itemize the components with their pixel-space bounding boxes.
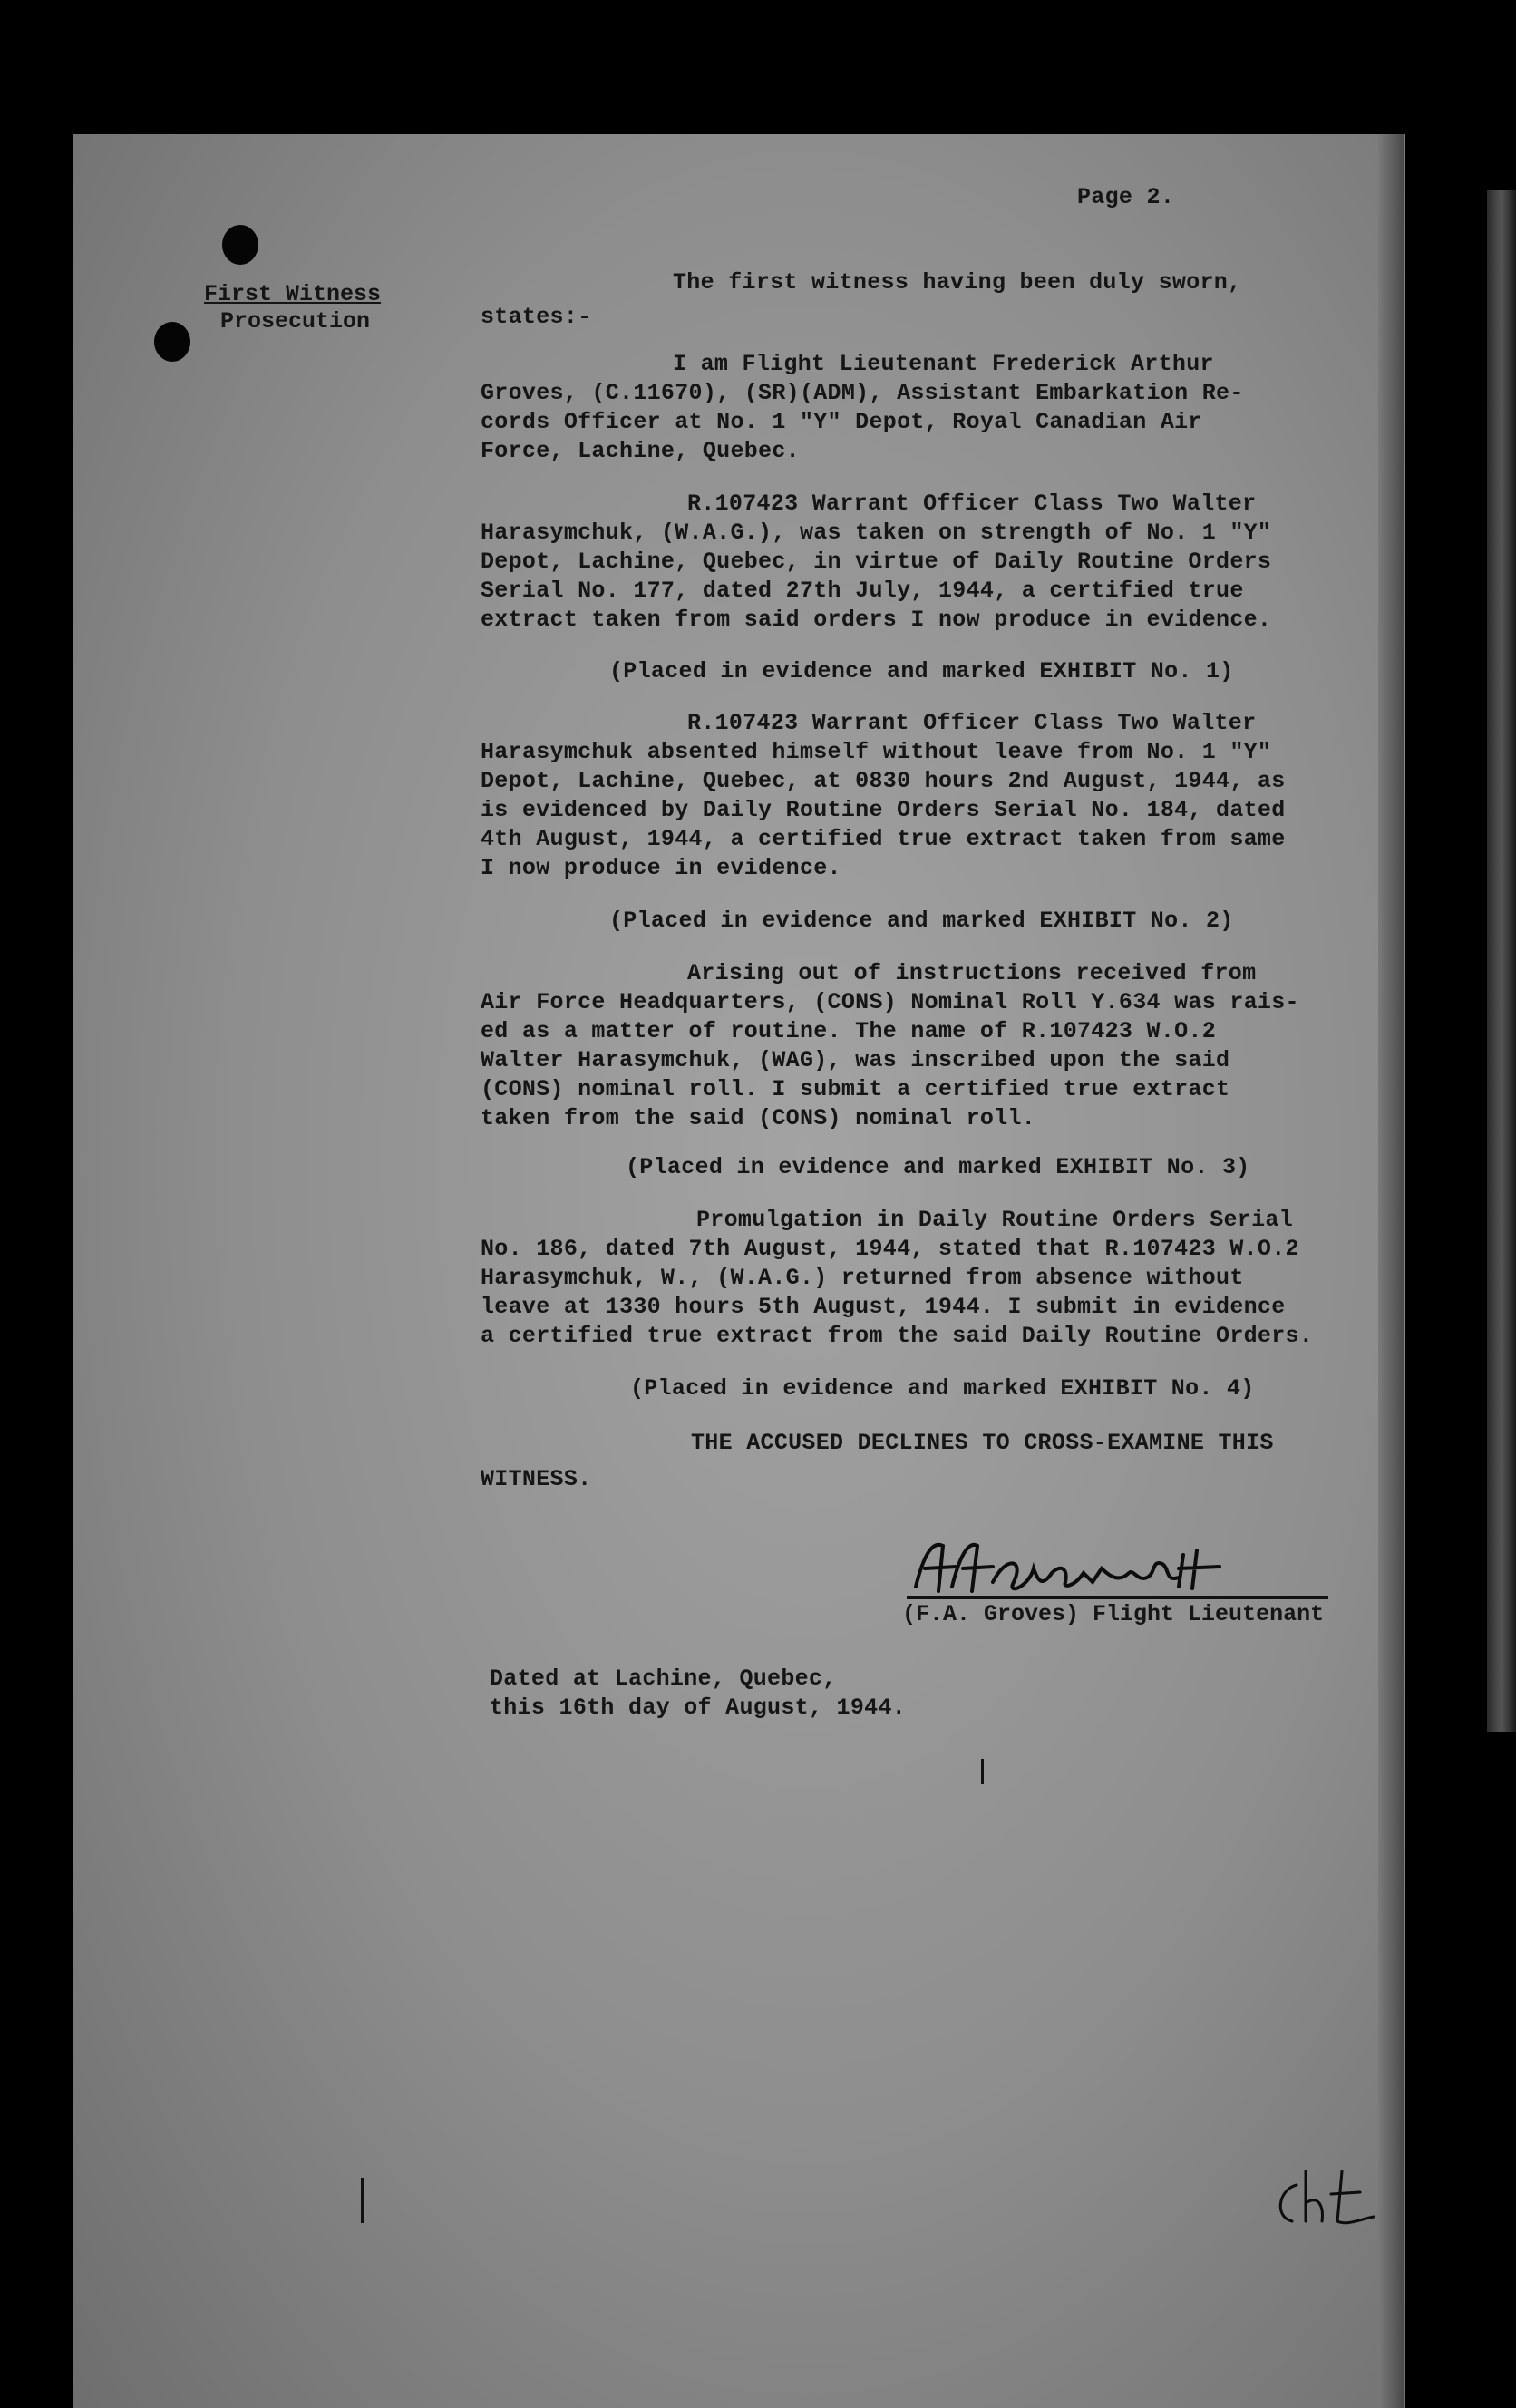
signature-line — [907, 1596, 1328, 1599]
para3-line: is evidenced by Daily Routine Orders Serial No. 184, dated — [481, 797, 1286, 823]
dated-line: this 16th day of August, 1944. — [490, 1694, 907, 1721]
para5-line: leave at 1330 hours 5th August, 1944. I submit in evidence — [481, 1294, 1286, 1320]
declines-line: THE ACCUSED DECLINES TO CROSS-EXAMINE THIS — [691, 1430, 1274, 1456]
declines-line-cont: WITNESS. — [481, 1466, 592, 1492]
witness-title: First Witness — [204, 281, 382, 307]
handwritten-signature — [907, 1532, 1288, 1605]
stray-mark — [361, 2178, 364, 2223]
para1-line: Groves, (C.11670), (SR)(ADM), Assistant Embarkation Re- — [481, 380, 1244, 406]
para4-line: taken from the said (CONS) nominal roll. — [481, 1105, 1036, 1131]
witness-subtitle: Prosecution — [220, 308, 371, 335]
para3-line: R.107423 Warrant Officer Class Two Walter — [687, 710, 1257, 736]
exhibit-3-note: (Placed in evidence and marked EXHIBIT No. 3) — [626, 1154, 1250, 1180]
adjacent-page-strip — [1487, 190, 1516, 1732]
opening-line: The first witness having been duly sworn, — [673, 269, 1242, 296]
para2-line: Serial No. 177, dated 27th July, 1944, a certified true — [481, 578, 1244, 604]
exhibit-1-note: (Placed in evidence and marked EXHIBIT No. 1) — [609, 658, 1234, 685]
para3-line: Harasymchuk absented himself without leave from No. 1 "Y" — [481, 739, 1272, 765]
para1-line: I am Flight Lieutenant Frederick Arthur — [673, 351, 1214, 377]
exhibit-2-note: (Placed in evidence and marked EXHIBIT No. 2) — [609, 908, 1234, 934]
para2-line: R.107423 Warrant Officer Class Two Walter — [687, 490, 1257, 517]
para4-line: Arising out of instructions received from — [687, 960, 1257, 986]
para2-line: extract taken from said orders I now produce in evidence. — [481, 607, 1272, 633]
para4-line: ed as a matter of routine. The name of R.107423 W.O.2 — [481, 1018, 1217, 1044]
para1-line: cords Officer at No. 1 "Y" Depot, Royal Canadian Air — [481, 409, 1202, 435]
stray-mark — [981, 1759, 984, 1784]
handwritten-initials — [1269, 2167, 1387, 2239]
punch-hole-top — [222, 225, 258, 265]
para3-line: I now produce in evidence. — [481, 855, 841, 881]
witness-heading — [204, 281, 381, 335]
para1-line: Force, Lachine, Quebec. — [481, 438, 800, 464]
page-shadow-edge — [1378, 134, 1404, 2408]
page-number: Page 2. — [1077, 184, 1175, 210]
para4-line: Walter Harasymchuk, (WAG), was inscribed upon the said — [481, 1047, 1230, 1073]
para4-line: Air Force Headquarters, (CONS) Nominal Roll Y.634 was rais- — [481, 989, 1299, 1015]
para5-line: a certified true extract from the said Daily Routine Orders. — [481, 1323, 1314, 1349]
para4-line: (CONS) nominal roll. I submit a certified true extract — [481, 1076, 1230, 1102]
exhibit-4-note: (Placed in evidence and marked EXHIBIT No. 4) — [630, 1375, 1255, 1402]
signatory-name: (F.A. Groves) Flight Lieutenant — [902, 1601, 1325, 1627]
para3-line: Depot, Lachine, Quebec, at 0830 hours 2nd August, 1944, as — [481, 768, 1286, 794]
para5-line: No. 186, dated 7th August, 1944, stated that R.107423 W.O.2 — [481, 1236, 1299, 1262]
para5-line: Harasymchuk, W., (W.A.G.) returned from absence without — [481, 1265, 1244, 1291]
dated-line: Dated at Lachine, Quebec, — [490, 1665, 837, 1692]
para3-line: 4th August, 1944, a certified true extract taken from same — [481, 826, 1286, 852]
para2-line: Depot, Lachine, Quebec, in virtue of Daily Routine Orders — [481, 549, 1272, 575]
para5-line: Promulgation in Daily Routine Orders Serial — [696, 1207, 1294, 1233]
punch-hole-bottom — [154, 322, 190, 362]
opening-line-cont: states:- — [481, 304, 592, 330]
para2-line: Harasymchuk, (W.A.G.), was taken on strength of No. 1 "Y" — [481, 519, 1272, 546]
